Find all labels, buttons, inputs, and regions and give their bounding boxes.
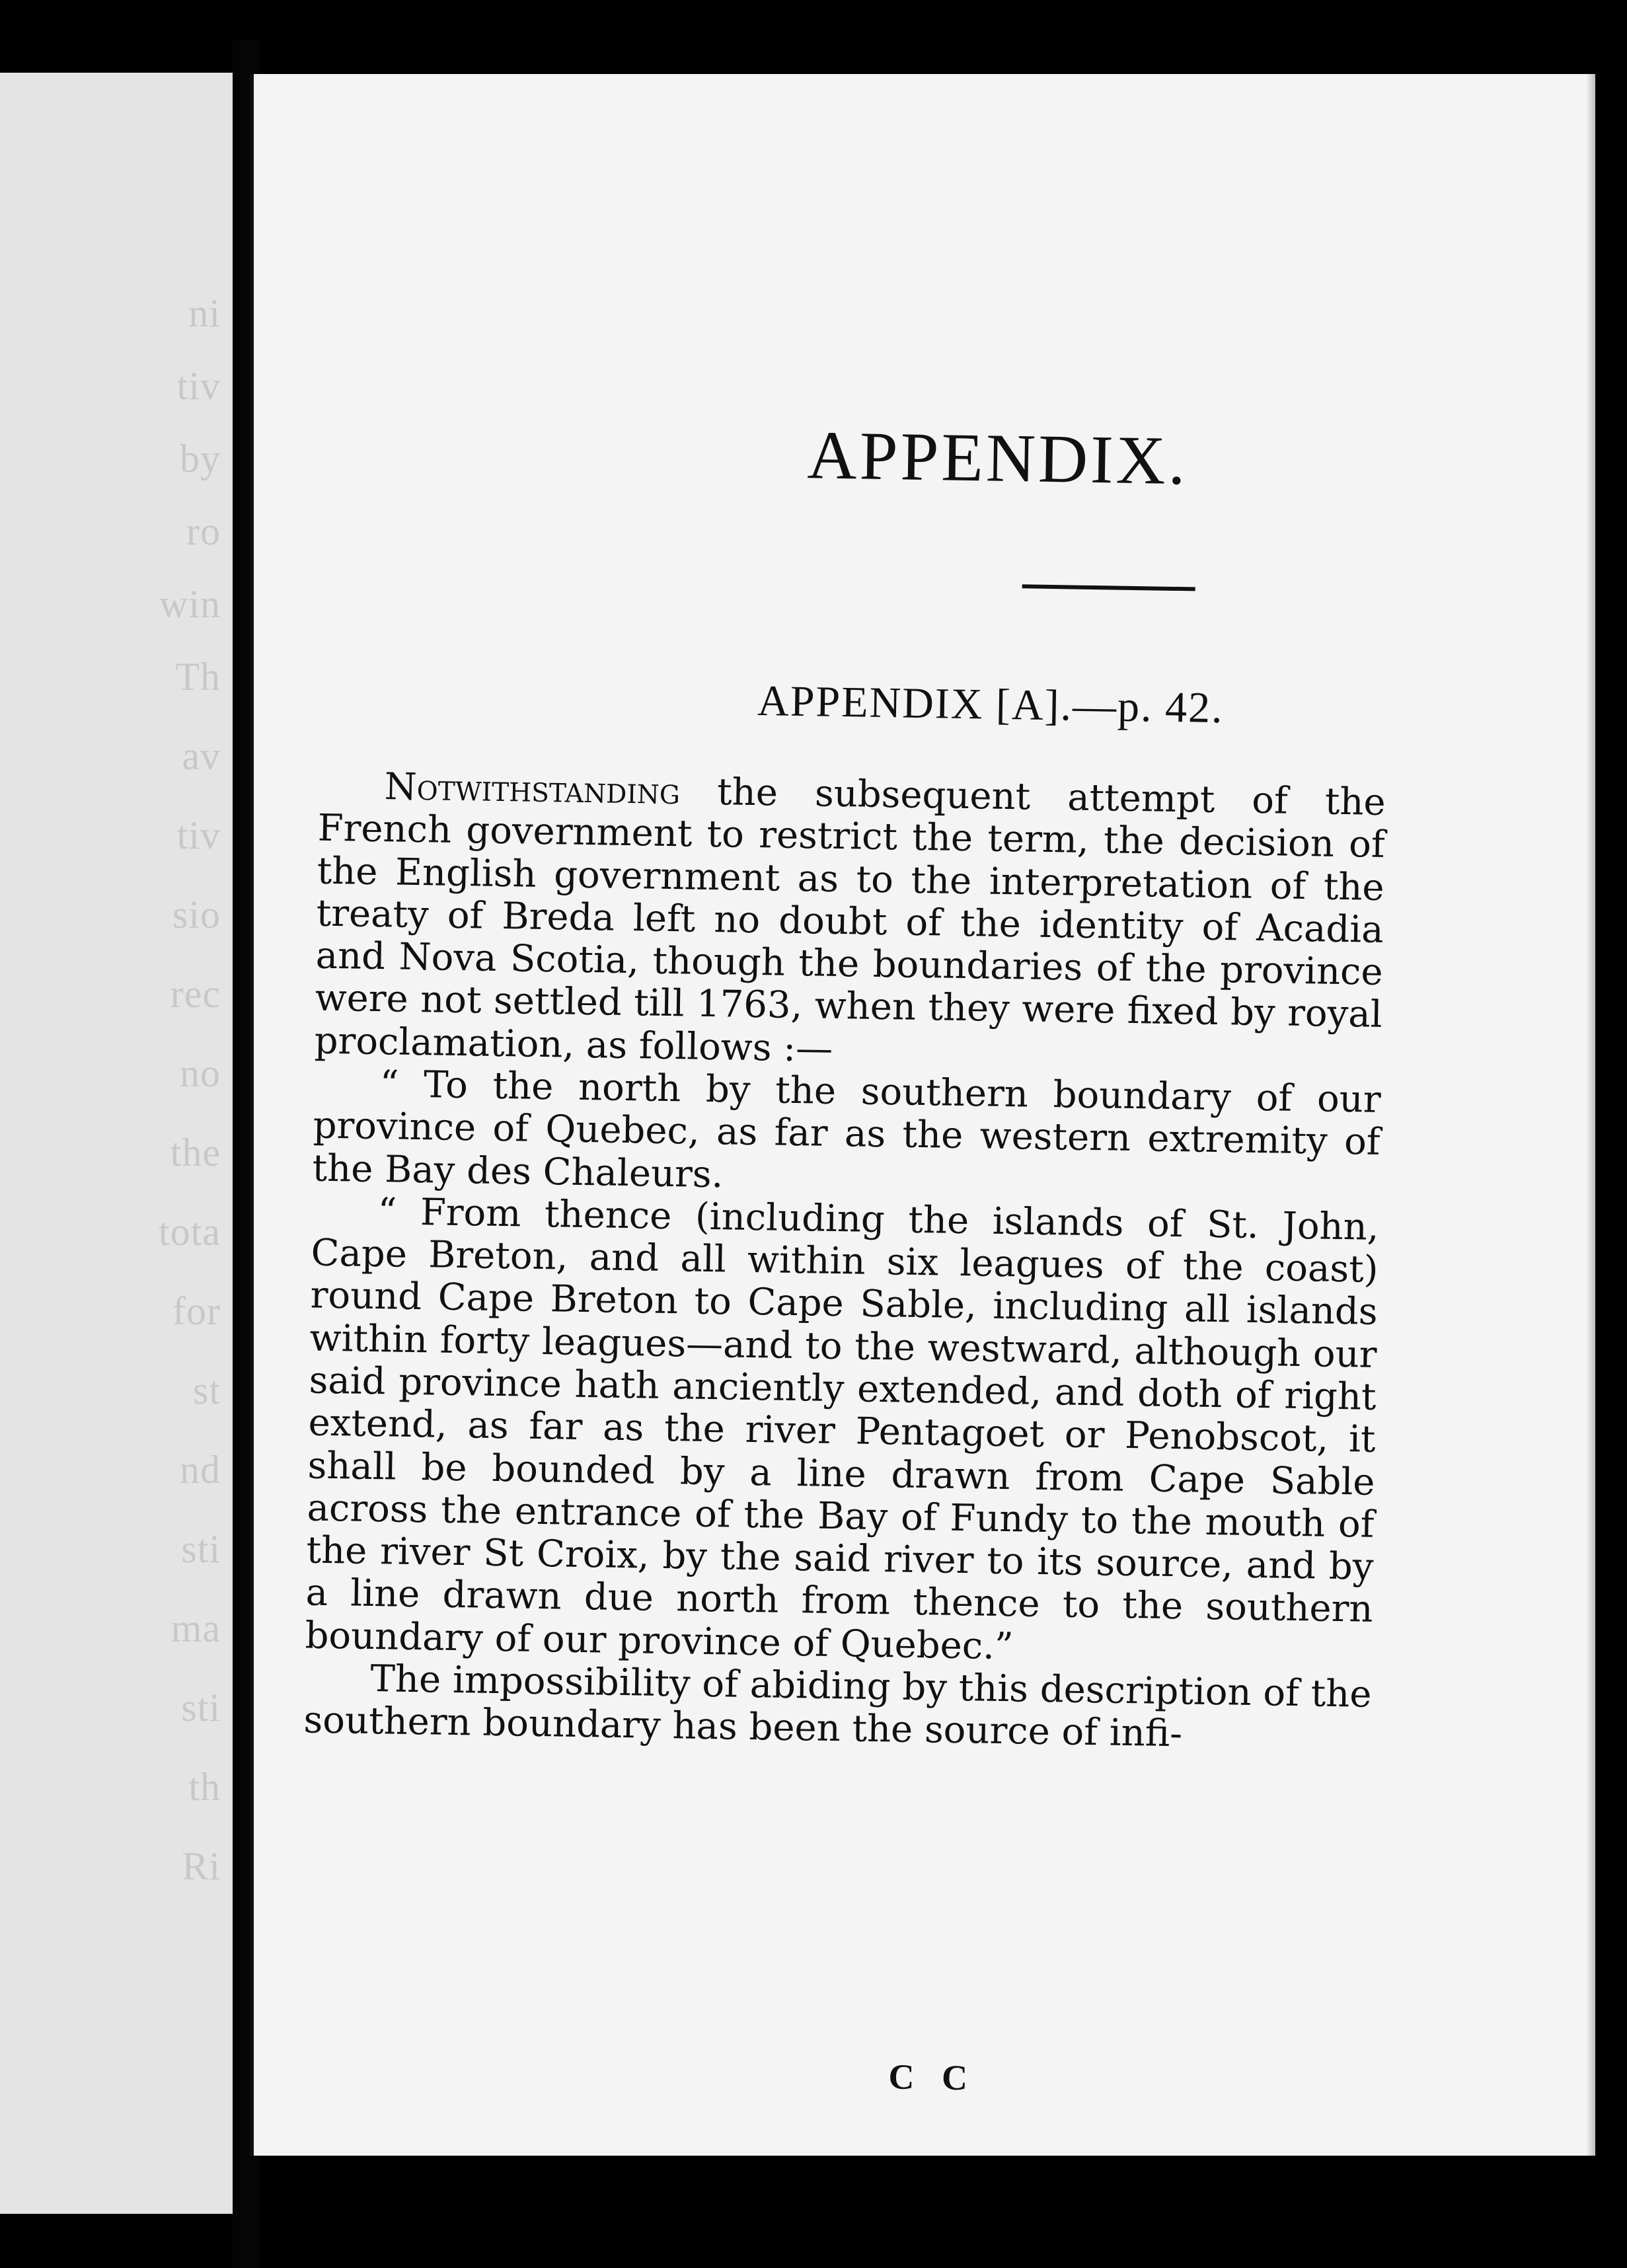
bleed-text: st [192,1369,221,1412]
section-heading: APPENDIX [A].—p. 42. [757,677,1225,733]
paragraph: The impossibility of abiding by this description of the southern boundary has been the source of infi- [303,1657,1372,1756]
bleed-text: ni [188,291,221,335]
bleed-text: Th [175,655,221,699]
title-rule [1022,584,1195,591]
bleed-text: for [172,1289,221,1333]
paragraph [314,765,1386,1079]
bleed-text: th [188,1765,221,1809]
body-text [303,765,1386,1759]
signature-mark: C C [888,2057,977,2098]
bleed-text: sio [172,893,221,936]
bleed-text: win [159,582,221,626]
paragraph: “ To the north by the southern boundary of our province of Quebec, as far as the western extremity of the Bay des Chaleurs. [312,1063,1382,1196]
paragraph-lead: Notwithstanding [384,765,681,813]
bleed-text: Ri [182,1844,221,1888]
bleed-text: tiv [176,364,221,408]
book-page [250,74,1595,2156]
bleed-text: ma [170,1606,221,1650]
paragraph: “ From thence (including the islands of St. John, Cape Breton, and all within six leagues of the coast) round Cape Breton to Cape Sable, including all islands within forty leagues—and to the westward, although our said province hath anciently extended, and doth of right extend, as far as the river Pentagoet or Penobscot, it shall be bounded by a line drawn from Cape Sable across the entrance of the Bay of Fundy to the mouth of the river St Croix, by the said river to its source, and by a line drawn due north from thence to the southern boundary of our province of Quebec.” [305,1190,1380,1668]
page-title: APPENDIX. [806,417,1189,500]
bleed-text: no [180,1051,221,1095]
bleed-text: av [182,734,221,778]
paragraph-text: the subsequent attempt of the French government to restrict the term, the decision of the English government as to the interpretation of the treaty of Breda left no doubt of the identity of Acadia and Nova Scotia, though the boundaries of the province were not settled till 1763, when they were fixed by royal proclamation, as follows :— [314,770,1386,1071]
bleed-text: by [180,437,221,480]
bleed-text: tota [159,1210,221,1254]
bleed-text: the [170,1131,221,1174]
facing-page [0,73,237,2214]
bleed-text: rec [170,972,221,1016]
bleed-text: sti [181,1686,221,1729]
page-content [250,74,1595,2156]
bleed-text: sti [181,1527,221,1571]
bleed-text: tiv [176,813,221,857]
page-edge-shadow [1586,74,1595,2156]
bleed-text: nd [180,1448,221,1492]
bleed-text: ro [186,510,221,553]
